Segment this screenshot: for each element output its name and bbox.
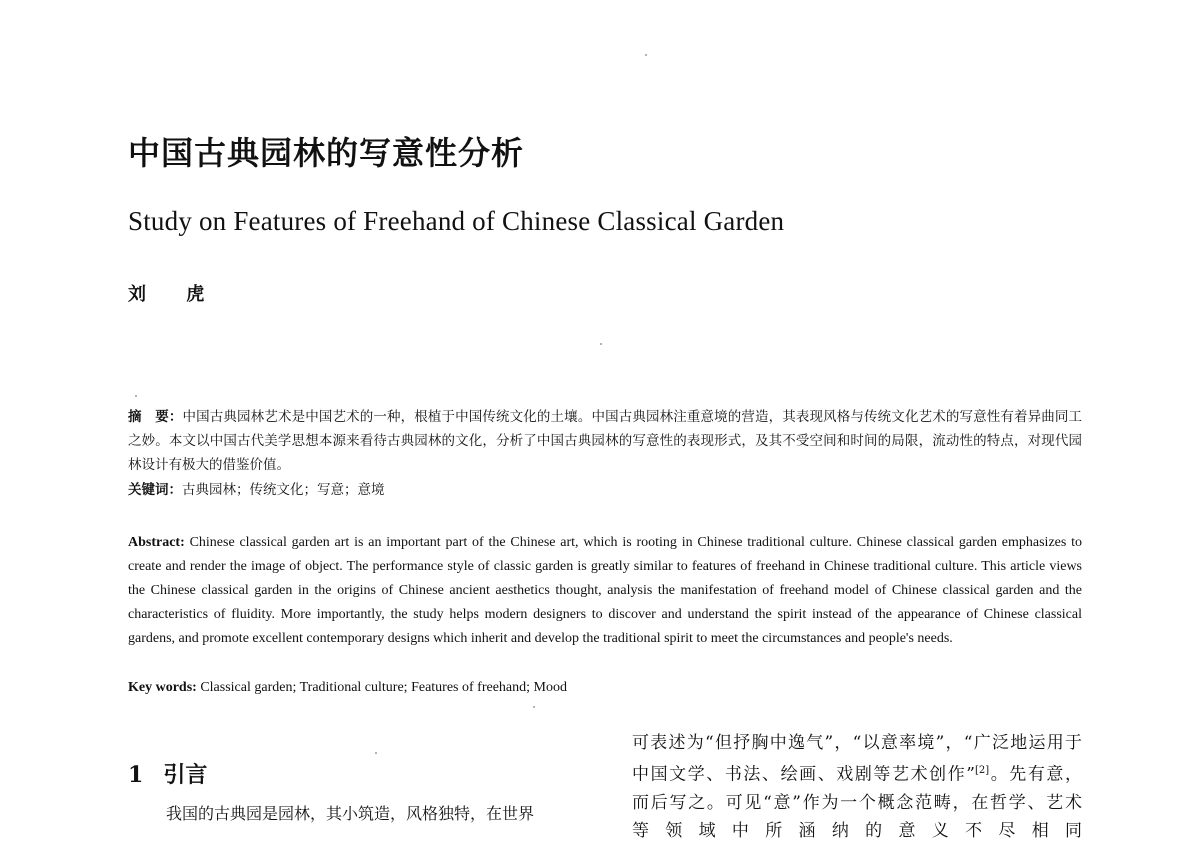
section-heading-introduction — [128, 758, 207, 789]
body-right-line-3: 而后写之。可见“意”作为一个概念范畴，在哲学、艺术 — [632, 792, 1082, 813]
paper-title-chinese: 中国古典园林的写意性分析 — [128, 134, 525, 172]
author-name: 刘 虎 — [128, 284, 215, 305]
body-left-partial-line: 我国的古典园是园林，其小筑造，风格独特，在世界 — [166, 804, 535, 823]
keywords-english-label: Key words: — [128, 680, 197, 695]
keywords-english-text: Classical garden; Traditional culture; Features of freehand; Mood — [200, 680, 567, 695]
keywords-chinese — [128, 478, 1082, 502]
body-right-line-2-text: 中国文学、书法、绘画、戏剧等艺术创作” — [632, 764, 975, 785]
abstract-chinese — [128, 405, 1082, 477]
keywords-chinese-text: 古典园林；传统文化；写意；意境 — [182, 482, 385, 498]
abstract-english — [128, 531, 1082, 651]
abstract-chinese-text: 中国古典园林艺术是中国艺术的一种，根植于中国传统文化的土壤。中国古典园林注重意境的营造，其表现风格与传统文化艺术的写意性有着异曲同工之妙。本文以中国古代美学思想本源来看待古典园林的文化，分析了中国古典园林的写意性的表现形式，及其不受空间和时间的局限，流动性的特点，对现代园林设计有极大的借鉴价值。 — [128, 409, 1083, 473]
abstract-english-label: Abstract: — [128, 535, 185, 550]
scan-speck — [600, 343, 602, 345]
abstract-chinese-label: 摘 要： — [128, 409, 183, 425]
body-right-line-4: 等领域中所涵纳的意义不尽相同 — [632, 820, 1082, 841]
scan-speck — [533, 706, 535, 708]
section-number: 1 — [128, 762, 144, 788]
body-right-line-2 — [632, 757, 1082, 789]
scan-speck — [645, 54, 647, 56]
body-left-column — [166, 804, 582, 823]
scan-speck — [135, 395, 137, 397]
body-right-column — [632, 729, 1082, 841]
keywords-english — [128, 676, 1082, 700]
citation-ref-2: [2] — [974, 765, 990, 776]
paper-title-english: Study on Features of Freehand of Chinese Classical Garden — [128, 206, 785, 236]
section-title: 引言 — [163, 762, 208, 788]
scan-speck — [375, 752, 377, 754]
keywords-chinese-label: 关键词： — [128, 482, 182, 498]
abstract-english-text: Chinese classical garden art is an important part of the Chinese art, which is rooting in Chinese traditional culture. Chinese classical garden emphasizes to create and render the image of object. The performance style of classic garden is greatly similar to features of freehand in Chinese traditional culture. This article views the Chinese classical garden in the origins of Chinese ancient aesthetics thought, analysis the manifestation of freehand model of Chinese classical garden and the characteristics of fluidity. More importantly, the study helps modern designers to discover and understand the spirit instead of the appearance of Chinese classical gardens, and promote excellent contemporary designs which inherit and develop the traditional spirit to meet the circumstances and people's needs. — [128, 535, 1082, 646]
body-right-line-2-tail: 。先有意， — [989, 764, 1082, 785]
body-right-line-1: 可表述为“但抒胸中逸气”，“以意率境”，“广泛地运用于 — [632, 733, 1082, 753]
